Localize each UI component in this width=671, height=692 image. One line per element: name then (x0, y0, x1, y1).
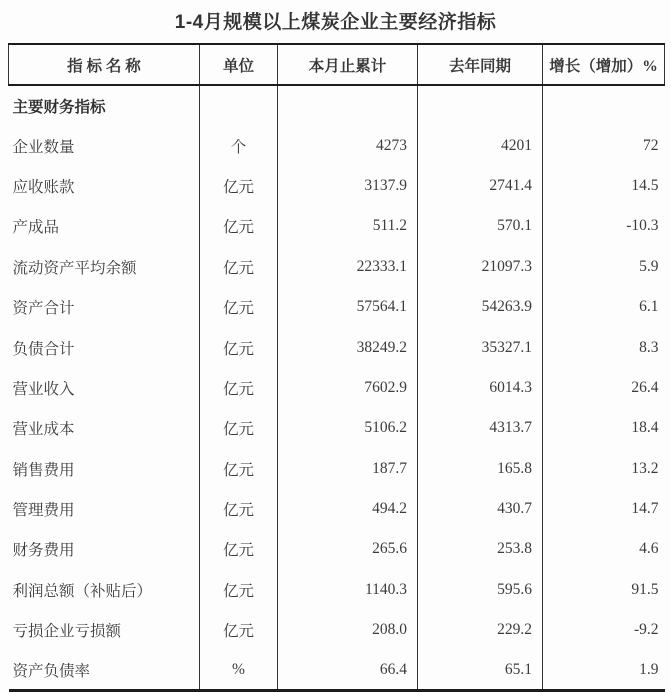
unit-cell: 亿元 (200, 247, 278, 287)
last-year-value-cell: 253.8 (418, 529, 543, 569)
section-empty-cell (200, 85, 278, 125)
header-row (9, 44, 665, 85)
header-indicator-name: 指 标 名 称 (9, 44, 200, 85)
table-row (9, 125, 665, 165)
indicator-name: 亏损企业亏损额 (12, 623, 122, 641)
current-value-cell: 66.4 (278, 650, 418, 690)
unit-cell: 亿元 (200, 529, 278, 569)
indicator-name: 销售费用 (12, 461, 75, 479)
indicator-name: 利润总额（补贴后） (12, 582, 153, 600)
last-year-value-cell: 570.1 (418, 206, 543, 246)
current-value-cell: 38249.2 (278, 327, 418, 367)
last-year-value-cell: 21097.3 (418, 247, 543, 287)
current-value-cell: 208.0 (278, 610, 418, 650)
growth-value-cell: 1.9 (543, 650, 665, 690)
unit-cell: 亿元 (200, 570, 278, 610)
last-year-value-cell: 4201 (418, 125, 543, 165)
unit-cell: 亿元 (200, 408, 278, 448)
last-year-value-cell: 229.2 (418, 610, 543, 650)
current-value-cell: 511.2 (278, 206, 418, 246)
current-value-cell: 7602.9 (278, 368, 418, 408)
unit-cell: 亿元 (200, 449, 278, 489)
growth-value-cell: 4.6 (543, 529, 665, 569)
current-value-cell: 187.7 (278, 449, 418, 489)
current-value-cell: 494.2 (278, 489, 418, 529)
growth-value-cell: 72 (543, 125, 665, 165)
indicator-name: 营业收入 (12, 380, 75, 398)
current-value-cell: 265.6 (278, 529, 418, 569)
growth-value-cell: 13.2 (543, 449, 665, 489)
table-row (9, 247, 665, 287)
unit-cell: 亿元 (200, 206, 278, 246)
table-row (9, 408, 665, 448)
indicator-name: 营业成本 (12, 421, 75, 439)
current-value-cell: 1140.3 (278, 570, 418, 610)
header-last-year-same-period: 去年同期 (418, 44, 543, 85)
table-row (9, 449, 665, 489)
growth-value-cell: -9.2 (543, 610, 665, 650)
section-empty-cell (418, 85, 543, 125)
last-year-value-cell: 6014.3 (418, 368, 543, 408)
growth-value-cell: 5.9 (543, 247, 665, 287)
last-year-value-cell: 35327.1 (418, 327, 543, 367)
growth-value-cell: 91.5 (543, 570, 665, 610)
growth-value-cell: -10.3 (543, 206, 665, 246)
unit-cell: 个 (200, 125, 278, 165)
table-row (9, 570, 665, 610)
indicator-name: 资产负债率 (12, 662, 91, 680)
last-year-value-cell: 65.1 (418, 650, 543, 690)
indicator-name: 应收账款 (12, 178, 75, 196)
current-value-cell: 22333.1 (278, 247, 418, 287)
growth-value-cell: 18.4 (543, 408, 665, 448)
indicator-name: 企业数量 (12, 138, 75, 156)
current-value-cell: 5106.2 (278, 408, 418, 448)
last-year-value-cell: 430.7 (418, 489, 543, 529)
table-row (9, 166, 665, 206)
section-row (9, 85, 665, 125)
indicator-name: 负债合计 (12, 340, 75, 358)
growth-value-cell: 6.1 (543, 287, 665, 327)
growth-value-cell: 8.3 (543, 327, 665, 367)
header-current-cumulative: 本月止累计 (278, 44, 418, 85)
last-year-value-cell: 595.6 (418, 570, 543, 610)
growth-value-cell: 14.7 (543, 489, 665, 529)
section-empty-cell (543, 85, 665, 125)
table-row (9, 610, 665, 650)
page-title: 1-4月规模以上煤炭企业主要经济指标 (174, 12, 497, 33)
last-year-value-cell: 4313.7 (418, 408, 543, 448)
current-value-cell: 4273 (278, 125, 418, 165)
last-year-value-cell: 54263.9 (418, 287, 543, 327)
table-row (9, 650, 665, 690)
table-row (9, 529, 665, 569)
indicator-name: 流动资产平均余额 (12, 259, 137, 277)
indicator-name: 财务费用 (12, 542, 75, 560)
header-unit: 单位 (200, 44, 278, 85)
unit-cell: 亿元 (200, 287, 278, 327)
growth-value-cell: 14.5 (543, 166, 665, 206)
economic-indicators-table (8, 43, 665, 692)
unit-cell: 亿元 (200, 610, 278, 650)
table-row (9, 327, 665, 367)
unit-cell: % (200, 650, 278, 690)
table-row (9, 368, 665, 408)
growth-value-cell: 26.4 (543, 368, 665, 408)
section-empty-cell (278, 85, 418, 125)
section-title: 主要财务指标 (12, 98, 106, 116)
table-row (9, 489, 665, 529)
last-year-value-cell: 2741.4 (418, 166, 543, 206)
unit-cell: 亿元 (200, 166, 278, 206)
last-year-value-cell: 165.8 (418, 449, 543, 489)
table-row (9, 287, 665, 327)
current-value-cell: 3137.9 (278, 166, 418, 206)
indicator-name: 资产合计 (12, 300, 75, 318)
unit-cell: 亿元 (200, 327, 278, 367)
current-value-cell: 57564.1 (278, 287, 418, 327)
header-growth-percent: 增长（增加）% (543, 44, 665, 85)
unit-cell: 亿元 (200, 489, 278, 529)
table-row (9, 206, 665, 246)
indicator-name: 产成品 (12, 219, 60, 237)
indicator-name: 管理费用 (12, 502, 75, 520)
unit-cell: 亿元 (200, 368, 278, 408)
